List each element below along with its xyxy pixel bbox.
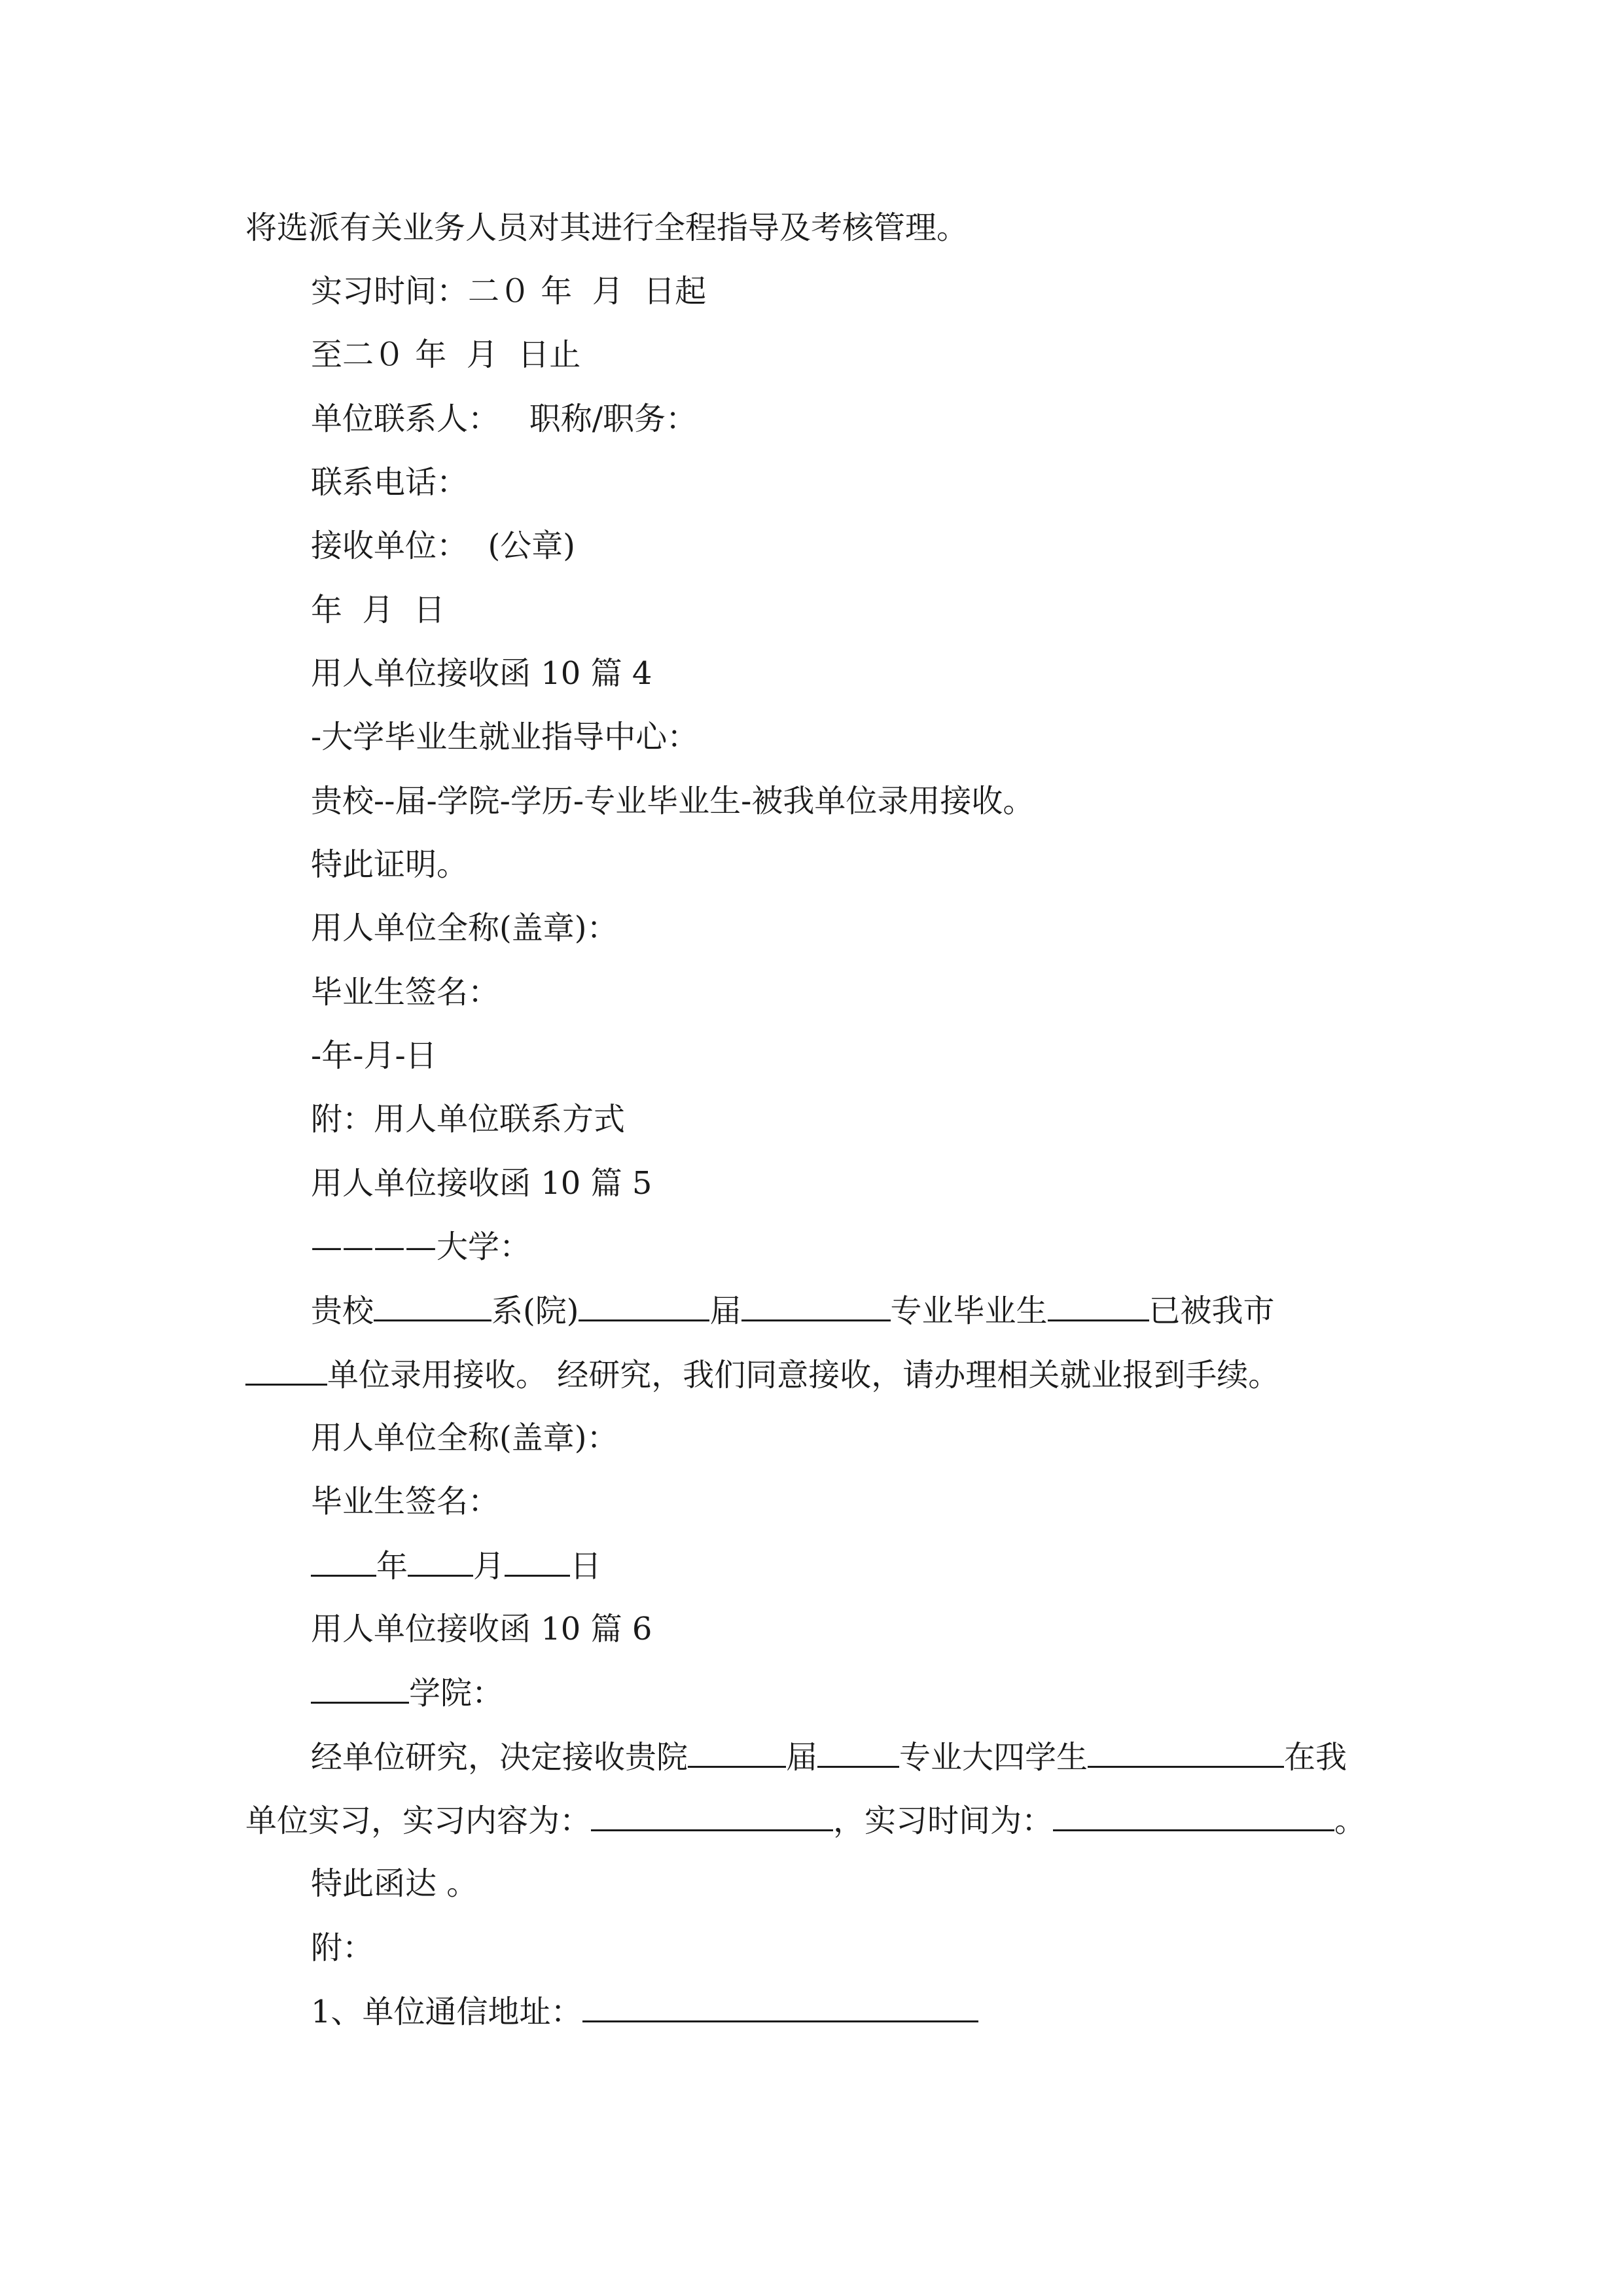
addressee-line: ————大学： (311, 1229, 531, 1265)
blank-underline (1048, 1291, 1149, 1321)
text-segment: 贵校 (311, 1293, 374, 1329)
text-segment: 1、单位通信地址： (311, 1994, 582, 2030)
blank-underline (245, 1355, 327, 1386)
addressee-line: -大学毕业生就业指导中心： (311, 719, 699, 755)
employer-name-line: 用人单位全称(盖章)： (311, 1420, 618, 1456)
date-line: -年-月-日 (311, 1037, 437, 1074)
attachment-line: 附： (311, 1929, 374, 1966)
text-segment: 专业毕业生 (890, 1293, 1048, 1329)
body-line (311, 1737, 1347, 1777)
receiving-unit-line: 接收单位： (公章) (311, 528, 575, 564)
text-segment: 年 (376, 1548, 408, 1585)
graduate-signature-line: 毕业生签名： (311, 1483, 500, 1520)
blank-underline (311, 1546, 376, 1577)
blank-underline (817, 1737, 899, 1768)
body-line: 贵校--届-学院-学历-专业毕业生-被我单位录用接收。 (311, 783, 1035, 819)
address-line (311, 1992, 978, 2032)
text-segment: 单位实习，实习内容为： (245, 1803, 592, 1839)
graduate-signature-line: 毕业生签名： (311, 974, 500, 1011)
text-segment: 。 (1334, 1803, 1366, 1839)
section-heading-5: 用人单位接收函 10 篇 5 (311, 1165, 652, 1202)
blank-underline (311, 1673, 409, 1704)
text-segment: 已被我市 (1149, 1293, 1275, 1329)
section-heading-4: 用人单位接收函 10 篇 4 (311, 655, 652, 692)
blank-underline (408, 1546, 473, 1577)
addressee-line (311, 1673, 503, 1713)
attachment-line: 附：用人单位联系方式 (311, 1101, 626, 1138)
text-segment: 届 (709, 1293, 741, 1329)
text-segment: 在我 (1284, 1739, 1347, 1776)
contact-phone-line: 联系电话： (311, 464, 469, 501)
blank-underline (741, 1291, 891, 1321)
blank-underline (591, 1801, 833, 1831)
internship-end-line: 至二０ 年 月 日止 (311, 336, 581, 373)
contact-person-line: 单位联系人： 职称/职务： (311, 401, 697, 437)
employer-name-line: 用人单位全称(盖章)： (311, 910, 618, 946)
blank-underline (688, 1737, 786, 1768)
blank-underline (582, 1992, 978, 2022)
closing-line: 特此函达 。 (311, 1865, 478, 1902)
body-line (311, 1291, 1275, 1331)
certify-line: 特此证明。 (311, 846, 469, 883)
blank-underline (1088, 1737, 1284, 1768)
text-segment: ，实习时间为： (833, 1803, 1054, 1839)
blank-underline (579, 1291, 709, 1321)
section-heading-6: 用人单位接收函 10 篇 6 (311, 1611, 652, 1647)
body-line (245, 1355, 1279, 1395)
body-line (245, 1801, 1366, 1840)
text-segment: 学院： (409, 1675, 504, 1712)
text-segment: 系(院) (491, 1293, 579, 1329)
date-line (311, 1546, 601, 1586)
text-segment: 经单位研究，决定接收贵院 (311, 1739, 688, 1776)
blank-underline (505, 1546, 570, 1577)
blank-underline (374, 1291, 491, 1321)
internship-time-line: 实习时间：二０ 年 月 日起 (311, 273, 707, 310)
text-segment: 日 (570, 1548, 602, 1585)
date-line: 年 月 日 (311, 592, 446, 628)
text-line: 将选派有关业务人员对其进行全程指导及考核管理。 (245, 209, 969, 246)
text-segment: 月 (473, 1548, 505, 1585)
text-segment: 专业大四学生 (899, 1739, 1088, 1776)
text-segment: 届 (786, 1739, 818, 1776)
blank-underline (1053, 1801, 1334, 1831)
text-segment: 单位录用接收。 经研究，我们同意接收，请办理相关就业报到手续。 (327, 1357, 1280, 1393)
